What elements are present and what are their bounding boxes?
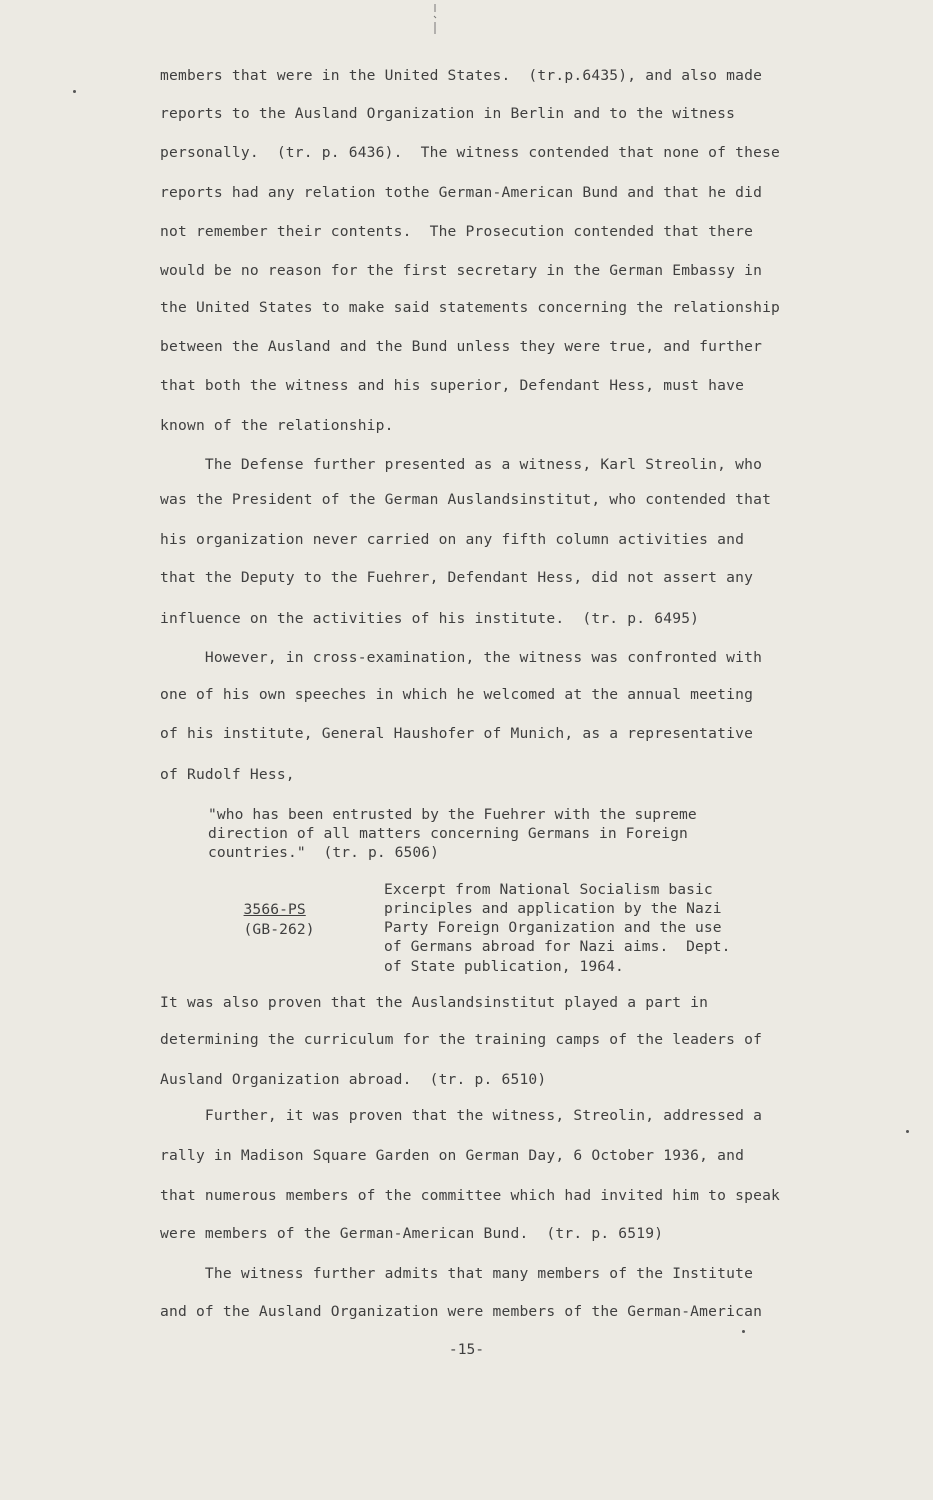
text-line: was the President of the German Auslandsinstitut, who contended that	[160, 491, 772, 508]
exhibit-description-line: Excerpt from National Socialism basic	[384, 881, 713, 898]
exhibit-id: 3566-PS	[243, 901, 306, 918]
text-line: and of the Ausland Organization were members of the German-American	[160, 1303, 763, 1320]
punch-mark	[432, 4, 438, 34]
exhibit-description-line: Party Foreign Organization and the use	[384, 919, 722, 936]
text-line: the United States to make said statements concerning the relationship	[160, 299, 781, 316]
quote-line: countries." (tr. p. 6506)	[208, 844, 440, 861]
text-line: rally in Madison Square Garden on German Day, 6 October 1936, and	[160, 1147, 745, 1164]
exhibit-description-line: of Germans abroad for Nazi aims. Dept.	[384, 938, 731, 955]
text-line: of his institute, General Haushofer of Munich, as a representative	[160, 725, 754, 742]
exhibit-ref: (GB-262)	[243, 921, 315, 938]
text-line: influence on the activities of his institute. (tr. p. 6495)	[160, 610, 700, 627]
text-line: determining the curriculum for the training camps of the leaders of	[160, 1031, 763, 1048]
text-line: his organization never carried on any fifth column activities and	[160, 531, 745, 548]
exhibit-reference	[208, 880, 315, 960]
text-line: The Defense further presented as a witness, Karl Streolin, who	[160, 456, 763, 473]
text-line: reports had any relation tothe German-American Bund and that he did	[160, 184, 763, 201]
exhibit-description-line: of State publication, 1964.	[384, 958, 624, 975]
quote-line: direction of all matters concerning Germans in Foreign	[208, 825, 688, 842]
text-line: personally. (tr. p. 6436). The witness contended that none of these	[160, 144, 781, 161]
ink-dot	[906, 1130, 909, 1133]
text-line: were members of the German-American Bund. (tr. p. 6519)	[160, 1225, 664, 1242]
text-line: of Rudolf Hess,	[160, 766, 295, 783]
text-line: that both the witness and his superior, Defendant Hess, must have	[160, 377, 745, 394]
text-line: members that were in the United States. (tr.p.6435), and also made	[160, 67, 763, 84]
text-line: reports to the Ausland Organization in Berlin and to the witness	[160, 105, 736, 122]
ink-dot	[742, 1330, 745, 1333]
text-line: The witness further admits that many members of the Institute	[160, 1265, 754, 1282]
ink-dot	[73, 90, 76, 93]
text-line: that numerous members of the committee which had invited him to speak	[160, 1187, 781, 1204]
text-line: Further, it was proven that the witness, Streolin, addressed a	[160, 1107, 763, 1124]
text-line: Ausland Organization abroad. (tr. p. 6510)	[160, 1071, 547, 1088]
quote-line: "who has been entrusted by the Fuehrer with the supreme	[208, 806, 697, 823]
text-line: would be no reason for the first secretary in the German Embassy in	[160, 262, 763, 279]
text-line: It was also proven that the Auslandsinstitut played a part in	[160, 994, 709, 1011]
text-line: not remember their contents. The Prosecution contended that there	[160, 223, 754, 240]
text-line: that the Deputy to the Fuehrer, Defendant Hess, did not assert any	[160, 569, 754, 586]
text-line: between the Ausland and the Bund unless they were true, and further	[160, 338, 763, 355]
text-line: one of his own speeches in which he welcomed at the annual meeting	[160, 686, 754, 703]
text-line: However, in cross-examination, the witness was confronted with	[160, 649, 763, 666]
text-line: known of the relationship.	[160, 417, 394, 434]
exhibit-description-line: principles and application by the Nazi	[384, 900, 722, 917]
page-number: -15-	[448, 1341, 485, 1358]
